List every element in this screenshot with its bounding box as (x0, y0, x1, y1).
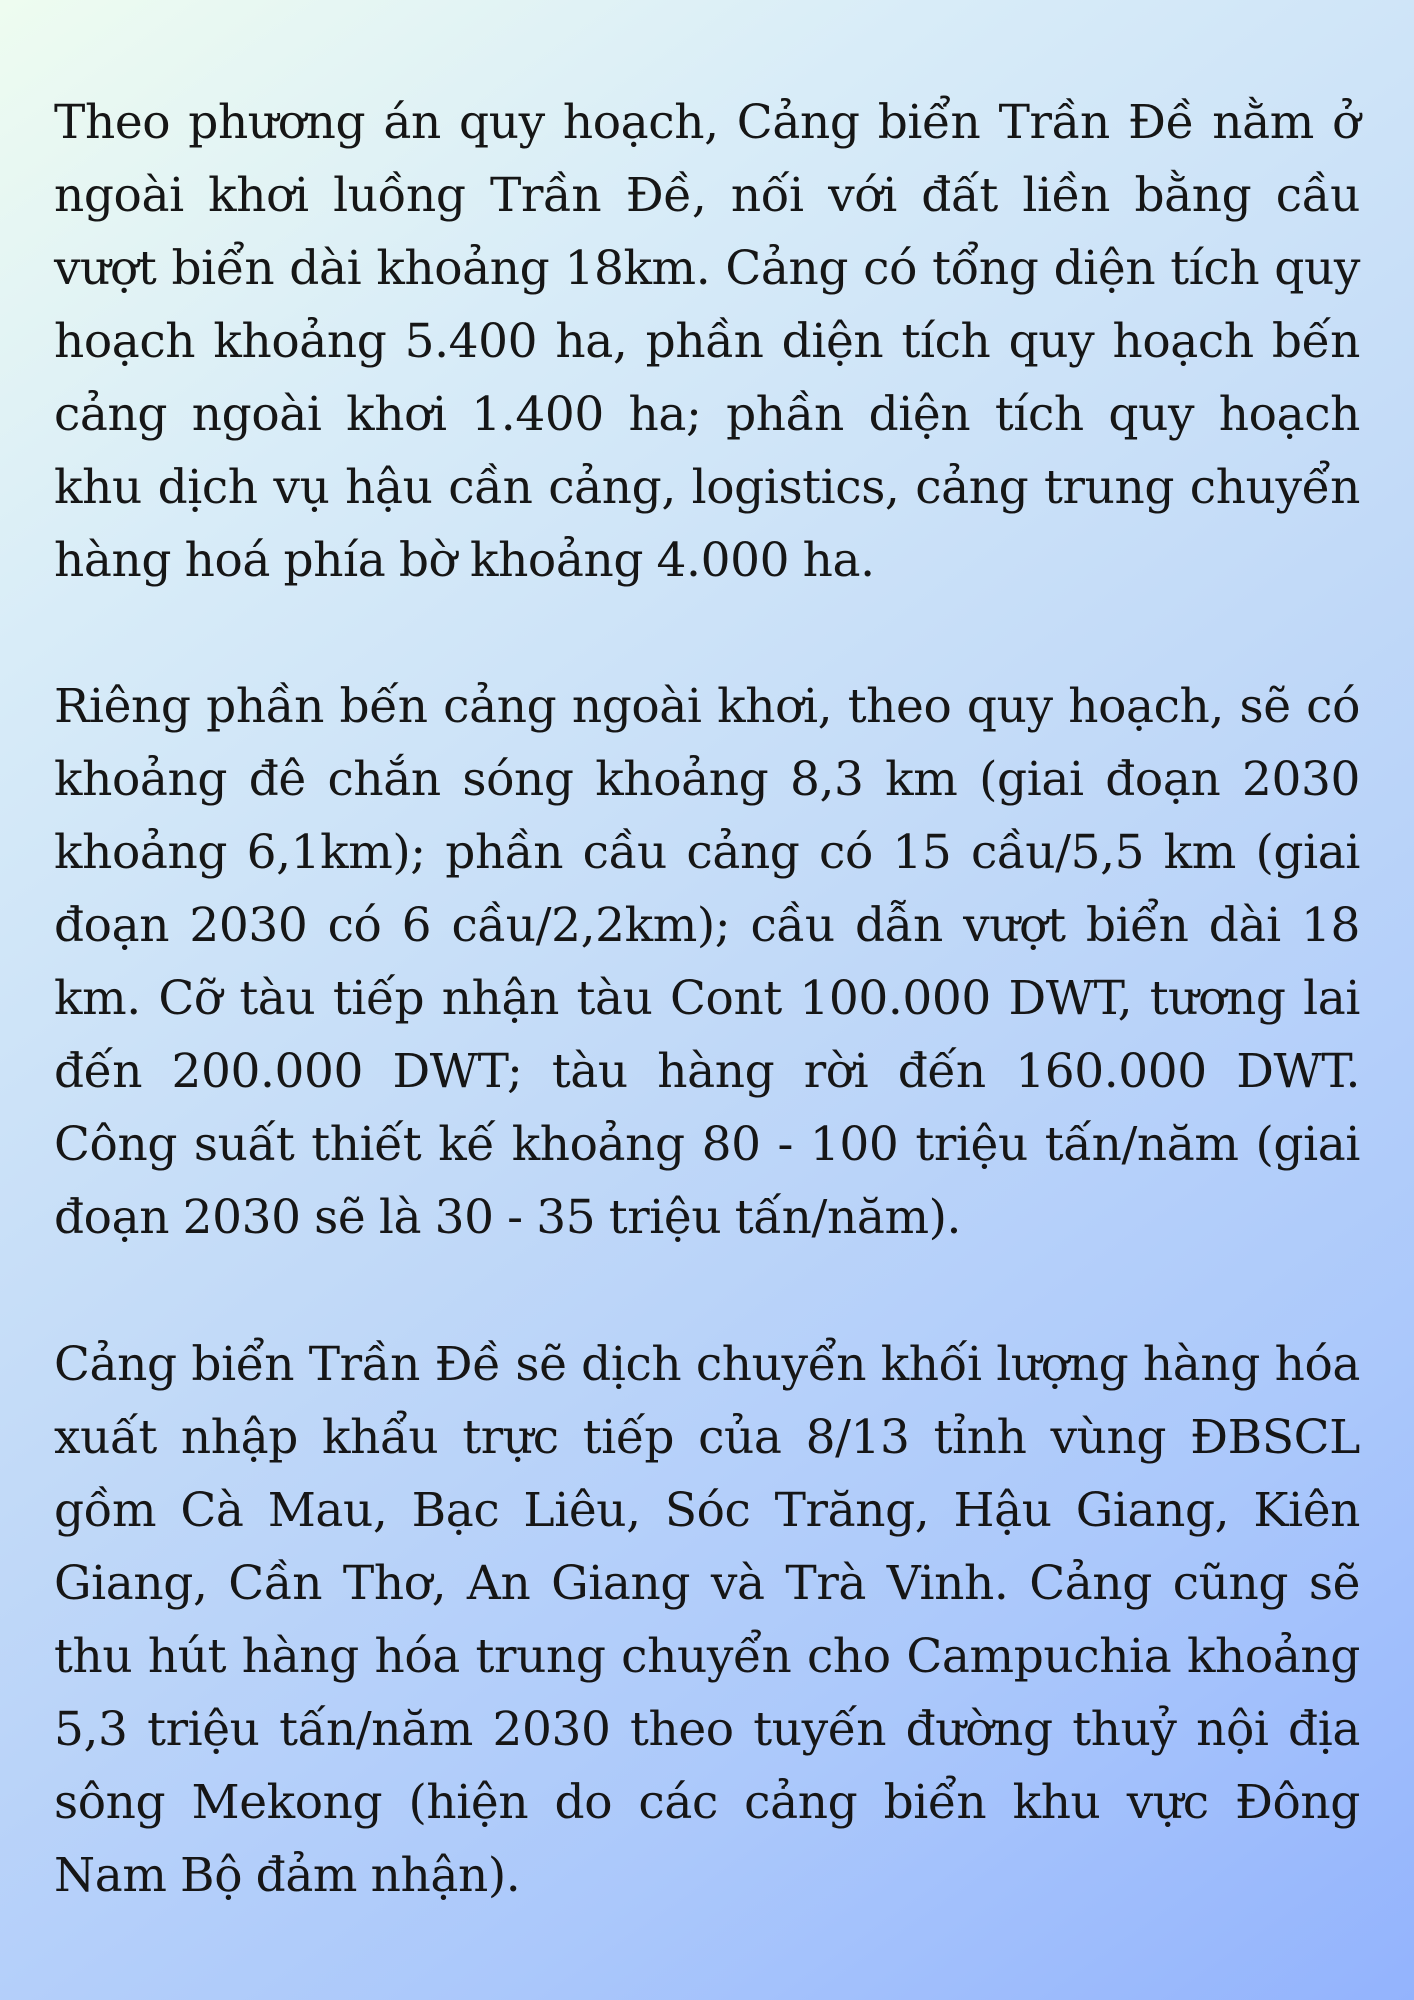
article-paragraph-2: Riêng phần bến cảng ngoài khơi, theo quy hoạch, sẽ có khoảng đê chắn sóng khoảng 8,3 km (giai đoạn 2030 khoảng 6,1km); phần cầu cảng có 15 cầu/5,5 km (giai đoạn 2030 có 6 cầu/2,2km); cầu dẫn vượt biển dài 18 km. Cỡ tàu tiếp nhận tàu Cont 100.000 DWT, tương lai đến 200.000 DWT; tàu hàng rời đến 160.000 DWT. Công suất thiết kế khoảng 80 - 100 triệu tấn/năm (giai đoạn 2030 sẽ là 30 - 35 triệu tấn/năm). (54, 679, 1360, 1245)
article-paragraph-1: Theo phương án quy hoạch, Cảng biển Trần Đề nằm ở ngoài khơi luồng Trần Đề, nối với đất liền bằng cầu vượt biển dài khoảng 18km. Cảng có tổng diện tích quy hoạch khoảng 5.400 ha, phần diện tích quy hoạch bến cảng ngoài khơi 1.400 ha; phần diện tích quy hoạch khu dịch vụ hậu cần cảng, logistics, cảng trung chuyển hàng hoá phía bờ khoảng 4.000 ha. (54, 95, 1360, 588)
article-paragraph-3: Cảng biển Trần Đề sẽ dịch chuyển khối lượng hàng hóa xuất nhập khẩu trực tiếp của 8/13 tỉnh vùng ĐBSCL gồm Cà Mau, Bạc Liêu, Sóc Trăng, Hậu Giang, Kiên Giang, Cần Thơ, An Giang và Trà Vinh. Cảng cũng sẽ thu hút hàng hóa trung chuyển cho Campuchia khoảng 5,3 triệu tấn/năm 2030 theo tuyến đường thuỷ nội địa sông Mekong (hiện do các cảng biển khu vực Đông Nam Bộ đảm nhận). (54, 1337, 1360, 1903)
